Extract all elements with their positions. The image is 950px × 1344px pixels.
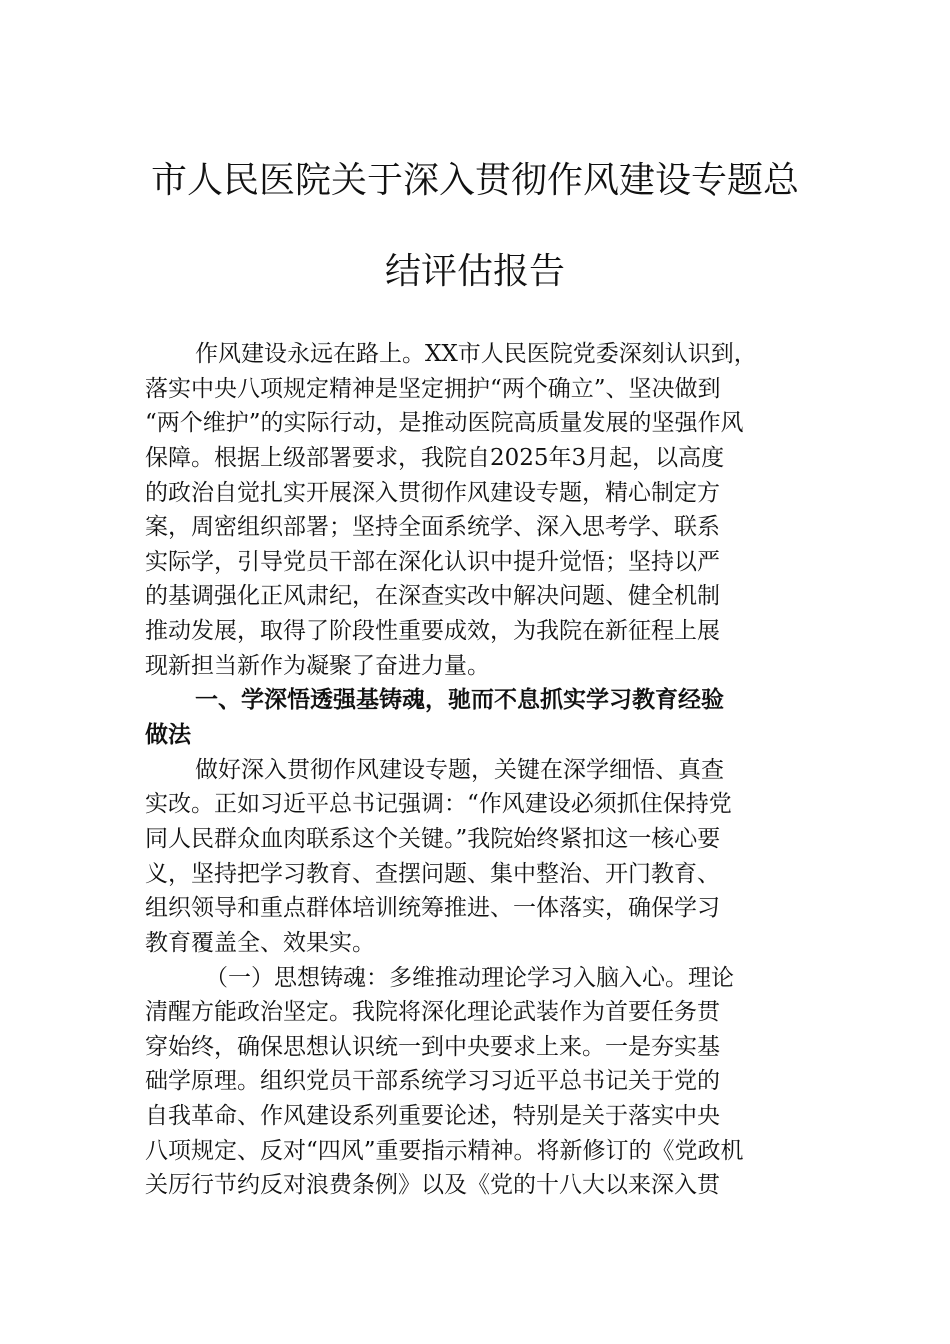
body-line: 关厉行节约反对浪费条例》以及《党的十八大以来深入贯	[145, 1172, 720, 1199]
section-heading-continued: 做法	[145, 721, 191, 749]
body-line: 组织领导和重点群体培训统筹推进、一体落实，确保学习	[145, 895, 720, 922]
body-line: 保障。根据上级部署要求，我院自2025年3月起，以高度	[145, 444, 725, 471]
body-line: 教育覆盖全、效果实。	[145, 929, 375, 956]
body-line: 实改。正如习近平总书记强调：“作风建设必须抓住保持党	[145, 791, 732, 818]
document-title-line-2: 结评估报告	[384, 251, 565, 292]
body-line: “两个维护”的实际行动，是推动医院高质量发展的坚强作风	[145, 410, 744, 437]
body-line: 推动发展，取得了阶段性重要成效，为我院在新征程上展	[145, 618, 720, 645]
body-line: 穿始终，确保思想认识统一到中央要求上来。一是夯实基	[145, 1033, 720, 1060]
body-line: 同人民群众血肉联系这个关键。”我院始终紧扣这一核心要	[145, 825, 721, 852]
body-line: 义，坚持把学习教育、查摆问题、集中整治、开门教育、	[145, 860, 720, 887]
body-line: 的基调强化正风肃纪，在深查实改中解决问题、健全机制	[145, 583, 720, 610]
subsection-line: （一）思想铸魂：多维推动理论学习入脑入心。理论	[205, 964, 734, 991]
body-line: 八项规定、反对“四风”重要指示精神。将新修订的《党政机	[145, 1137, 744, 1164]
body-line: 实际学，引导党员干部在深化认识中提升觉悟；坚持以严	[145, 548, 720, 575]
body-line: 的政治自觉扎实开展深入贯彻作风建设专题，精心制定方	[145, 479, 720, 506]
document-title-line-1: 市人民医院关于深入贯彻作风建设专题总	[150, 160, 799, 201]
body-line: 落实中央八项规定精神是坚定拥护“两个确立”、坚决做到	[145, 375, 721, 402]
body-line: 现新担当新作为凝聚了奋进力量。	[145, 652, 490, 679]
document-body	[145, 337, 810, 1203]
body-line: 清醒方能政治坚定。我院将深化理论武装作为首要任务贯	[145, 999, 720, 1026]
body-line: 案，周密组织部署；坚持全面系统学、深入思考学、联系	[145, 514, 720, 541]
body-line: 础学原理。组织党员干部系统学习习近平总书记关于党的	[145, 1068, 720, 1095]
body-line: 自我革命、作风建设系列重要论述，特别是关于落实中央	[145, 1103, 720, 1130]
body-line: 作风建设永远在路上。XX市人民医院党委深刻认识到，	[195, 341, 757, 367]
body-line: 做好深入贯彻作风建设专题，关键在深学细悟、真查	[195, 756, 724, 783]
section-heading: 一、学深悟透强基铸魂，驰而不息抓实学习教育经验	[195, 686, 724, 714]
